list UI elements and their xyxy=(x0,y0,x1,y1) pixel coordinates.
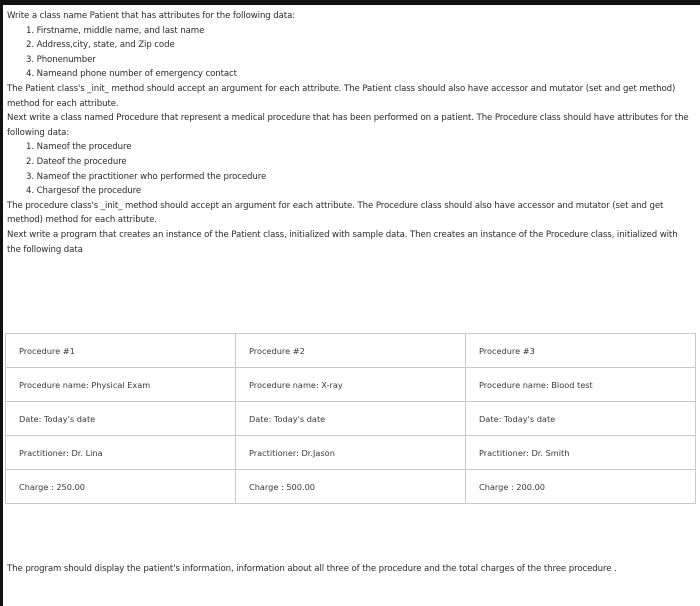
procedure-attribute-item: 3. Nameof the practitioner who performed the procedure xyxy=(26,171,267,182)
assignment-text xyxy=(7,9,695,257)
procedure-attribute-item: 4. Chargesof the procedure xyxy=(26,186,142,197)
table-cell: Date: Today's date xyxy=(466,402,696,436)
table-row xyxy=(6,368,696,402)
table-row xyxy=(6,402,696,436)
patient-attribute-item: 4. Nameand phone number of emergency contact xyxy=(26,69,237,80)
table-row xyxy=(6,470,696,504)
procedure-intro-paragraph: Next write a class named Procedure that represent a medical procedure that has been performed on a patient. The Procedure class should have attributes for the following data: xyxy=(7,113,689,138)
procedure-attribute-item: 2. Dateof the procedure xyxy=(26,156,127,167)
table-cell: Procedure name: X-ray xyxy=(236,368,466,402)
table-cell: Date: Today's date xyxy=(6,402,236,436)
procedure-table xyxy=(5,333,696,504)
table-cell: Charge : 200.00 xyxy=(466,470,696,504)
patient-init-paragraph: The Patient class's _init_ method should accept an argument for each attribute. The Patient class should also have accessor and mutator (set and get method) method for each attribute. xyxy=(7,83,676,109)
procedure-init-paragraph: The procedure class's _init_ method should accept an argument for each attribute. The Procedure class should also have accessor and mutator (set and get method) method for each attribute. xyxy=(7,200,664,226)
table-cell: Procedure name: Physical Exam xyxy=(6,368,236,402)
table-cell: Practitioner: Dr. Smith xyxy=(466,436,696,470)
table-header-cell: Procedure #1 xyxy=(6,334,236,368)
table-cell: Charge : 500.00 xyxy=(236,470,466,504)
table-row xyxy=(6,334,696,368)
table-cell: Practitioner: Dr. Lina xyxy=(6,436,236,470)
footer-paragraph: The program should display the patient's information, information about all three of the procedure and the total charges of the three procedure . xyxy=(7,564,617,574)
table-header-cell: Procedure #3 xyxy=(466,334,696,368)
program-paragraph: Next write a program that creates an instance of the Patient class, initialized with sample data. Then creates an instance of the Procedure class, initialized with the following data xyxy=(7,229,678,255)
intro-line: Write a class name Patient that has attributes for the following data: xyxy=(7,11,296,21)
table-header-cell: Procedure #2 xyxy=(236,334,466,368)
top-border xyxy=(0,0,700,5)
table-cell: Date: Today's date xyxy=(236,402,466,436)
patient-attribute-item: 1. Firstname, middle name, and last name xyxy=(26,25,205,36)
procedure-attribute-item: 1. Nameof the procedure xyxy=(26,142,132,153)
patient-attribute-item: 2. Address,city, state, and Zip code xyxy=(26,40,175,51)
patient-attribute-item: 3. Phonenumber xyxy=(26,54,96,65)
left-border xyxy=(0,0,3,606)
table-cell: Procedure name: Blood test xyxy=(466,368,696,402)
table-cell: Charge : 250.00 xyxy=(6,470,236,504)
table-row xyxy=(6,436,696,470)
table-cell: Practitioner: Dr.Jason xyxy=(236,436,466,470)
